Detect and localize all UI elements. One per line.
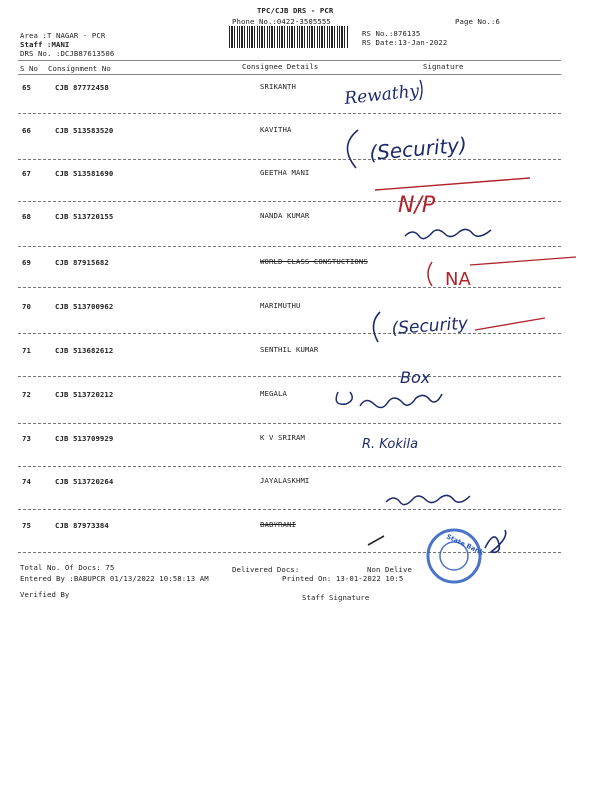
row-sno: 74 [22,477,31,486]
row-sno: 68 [22,212,31,221]
col-header-sno: S No [20,64,38,73]
verified-by: Verified By [20,590,70,599]
signature-rewathy: Rewathy [343,81,421,109]
page-number: Page No.:6 [455,17,500,26]
col-header-consignment: Consignment No [48,64,111,73]
row-consignee: WORLD CLASS CONSTUCTIONS [260,257,368,266]
signature-security-1: (Security) [368,132,468,165]
row-consignee: K V SRIRAM [260,433,305,442]
annotation-na: NA [445,269,471,290]
row-sno: 75 [22,521,31,530]
report-title: TPC/CJB DRS - PCR [257,6,334,15]
entered-by: Entered By :BABUPCR 01/13/2022 10:58:13 AM [20,574,209,583]
row-consignee: BABYRANI [260,520,296,529]
row-sno: 73 [22,434,31,443]
row-consignee: SRIKANTH [260,82,296,91]
row-consignment: CJB 513720155 [55,212,114,221]
row-consignee: GEETHA MANI [260,168,310,177]
drs-number: DRS No. :DCJB87613506 [20,49,115,58]
row-consignment: CJB 87772458 [55,83,109,92]
col-header-consignee: Consignee Details [242,62,319,71]
rs-date: RS Date:13-Jan-2022 [362,38,448,47]
row-sno: 72 [22,390,31,399]
row-consignee: JAYALASKHMI [260,476,310,485]
row-consignment: CJB 513700962 [55,302,114,311]
staff-signature-label: Staff Signature [302,593,370,602]
row-consignment: CJB 513720212 [55,390,114,399]
annotation-box: Box [400,368,431,387]
rs-number: RS No.:876135 [362,29,421,38]
signature-security-2: (Security [390,313,469,339]
row-consignee: MEGALA [260,389,287,398]
row-sno: 65 [22,83,31,92]
row-sno: 70 [22,302,31,311]
row-consignment: CJB 513709929 [55,434,114,443]
row-consignment: CJB 513583520 [55,126,114,135]
delivered-docs: Delivered Docs: [232,565,300,574]
row-sno: 67 [22,169,31,178]
row-consignee: SENTHIL KUMAR [260,345,319,354]
row-consignee: MARIMUTHU [260,301,301,310]
row-sno: 69 [22,258,31,267]
total-docs: Total No. Of Docs: 75 [20,563,115,572]
signature-kokila: R. Kokila [362,437,419,452]
row-sno: 66 [22,126,31,135]
row-consignee: KAVITHA [260,125,292,134]
row-consignment: CJB 513581690 [55,169,114,178]
row-consignment: CJB 513682612 [55,346,114,355]
row-sno: 71 [22,346,31,355]
printed-on: Printed On: 13-01-2022 10:5 [282,574,404,583]
non-delivered-docs: Non Delive [367,565,412,574]
row-consignment: CJB 87915682 [55,258,109,267]
area-label: Area :T NAGAR - PCR [20,31,106,40]
row-consignee: NANDA KUMAR [260,211,310,220]
staff-label: Staff :MANI [20,40,70,49]
row-consignment: CJB 87973384 [55,521,109,530]
row-consignment: CJB 513720264 [55,477,114,486]
col-header-signature: Signature [423,62,464,71]
annotation-np: N/P [398,193,436,218]
stamp-text: State Bank [445,532,486,557]
phone-number: Phone No.:0422-3505555 [232,17,331,26]
